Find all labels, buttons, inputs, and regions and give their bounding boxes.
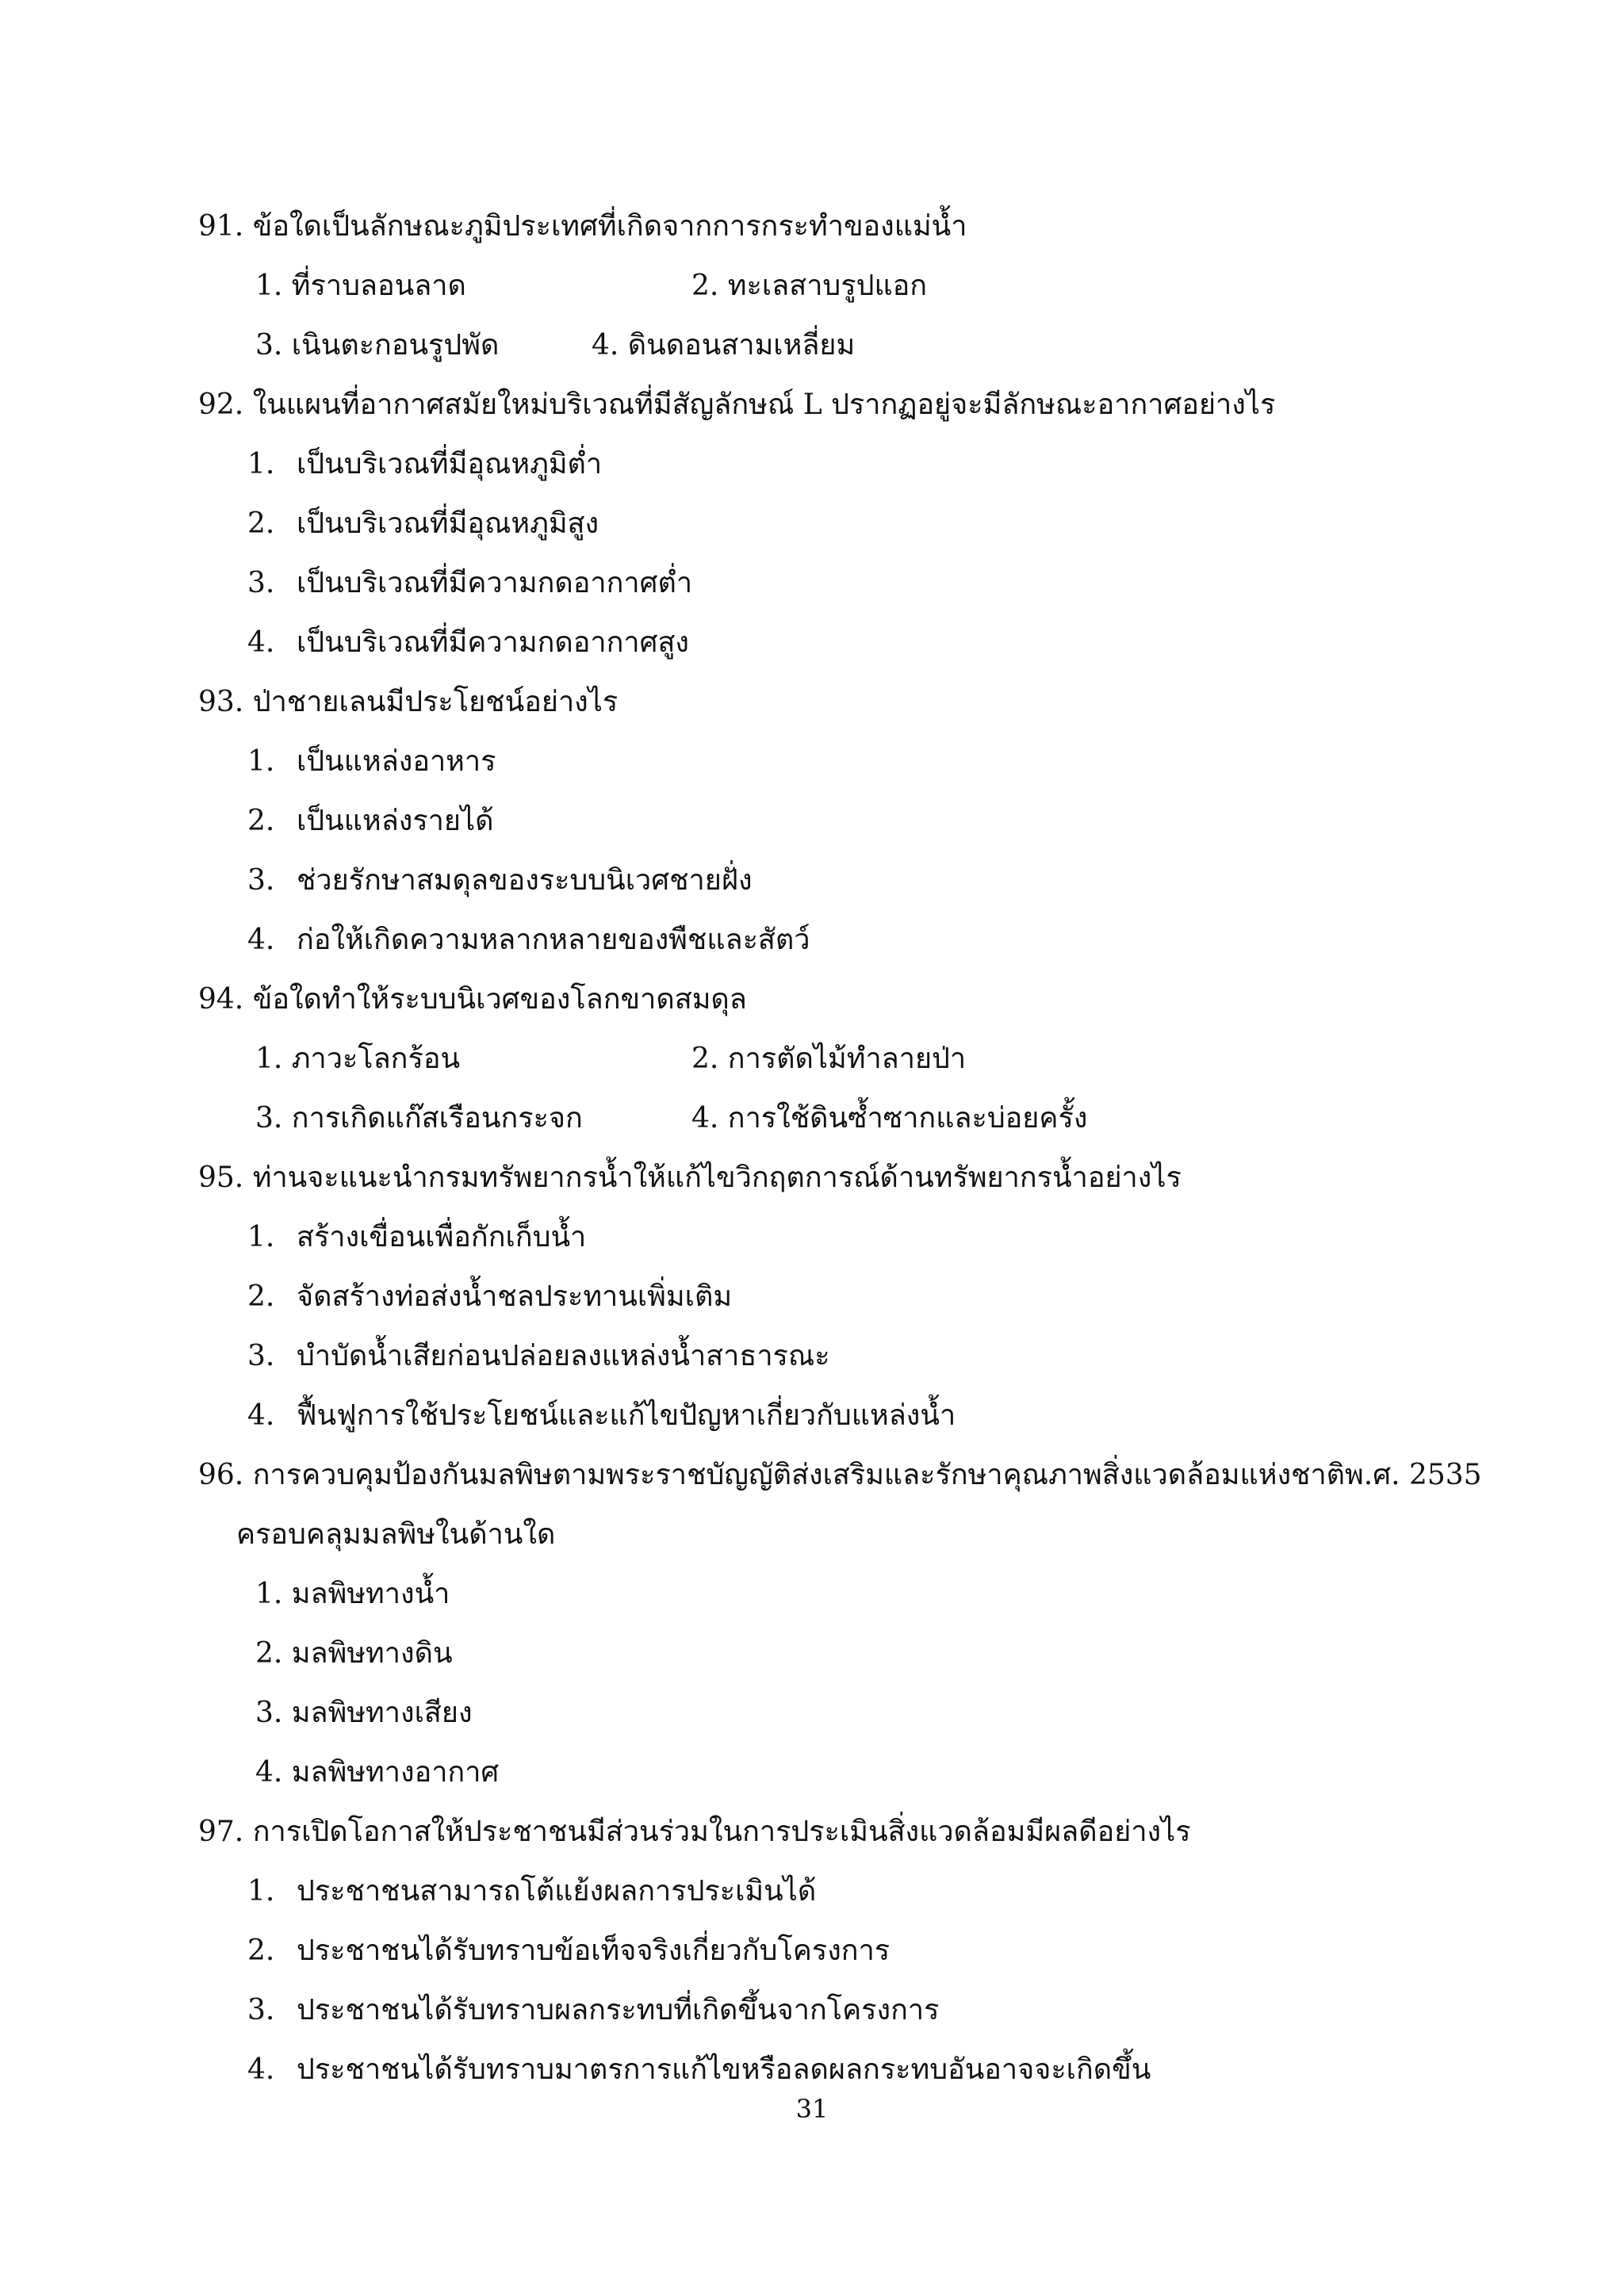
option-text: สร้างเขื่อนเพื่อกักเก็บน้ำ xyxy=(297,1221,587,1253)
question-95 xyxy=(198,1161,1182,1196)
option-number: 4. xyxy=(247,924,275,956)
question-96-continuation: ครอบคลุมมลพิษในด้านใด xyxy=(236,1518,556,1551)
option-text: เป็นบริเวณที่มีอุณหภูมิสูง xyxy=(297,507,599,540)
option-text: ประชาชนได้รับทราบข้อเท็จจริงเกี่ยวกับโครงการ xyxy=(297,1934,891,1967)
option-text: ประชาชนได้รับทราบผลกระทบที่เกิดขึ้นจากโครงการ xyxy=(297,1994,940,2026)
q94-option-4: 4. การใช้ดินซ้ำซากและบ่อยครั้ง xyxy=(691,1102,1088,1135)
option-number: 3. xyxy=(247,1340,275,1372)
option-number: 3. xyxy=(247,864,275,897)
option-text: เป็นแหล่งอาหาร xyxy=(297,745,496,778)
question-93 xyxy=(198,685,618,720)
option-text: เป็นแหล่งรายได้ xyxy=(297,805,494,837)
q97-option-2 xyxy=(247,1934,890,1969)
question-text: ท่านจะแนะนำกรมทรัพยากรน้ำให้แก้ไขวิกฤตการณ์ด้านทรัพยากรน้ำอย่างไร xyxy=(252,1161,1182,1194)
option-text: เป็นบริเวณที่มีอุณหภูมิต่ำ xyxy=(297,448,603,480)
q93-option-2 xyxy=(247,804,493,839)
question-text: ป่าชายเลนมีประโยชน์อย่างไร xyxy=(252,686,619,718)
q96-option-1: 1. มลพิษทางน้ำ xyxy=(255,1578,450,1610)
q92-option-1 xyxy=(247,447,602,482)
question-number: 97. xyxy=(198,1816,244,1848)
option-number: 4. xyxy=(247,626,275,659)
q91-option-3: 3. เนินตะกอนรูปพัด xyxy=(255,329,500,362)
question-91 xyxy=(198,209,967,244)
option-number: 2. xyxy=(247,507,275,540)
q92-option-2 xyxy=(247,507,599,541)
question-number: 92. xyxy=(198,388,244,421)
option-number: 1. xyxy=(247,745,275,778)
option-number: 1. xyxy=(247,1875,275,1908)
question-94 xyxy=(198,982,747,1017)
question-text: ข้อใดทำให้ระบบนิเวศของโลกขาดสมดุล xyxy=(252,983,747,1016)
option-number: 1. xyxy=(247,448,275,480)
option-number: 4. xyxy=(247,2053,275,2086)
option-number: 2. xyxy=(247,1280,275,1313)
q94-option-1: 1. ภาวะโลกร้อน xyxy=(255,1043,461,1075)
q95-option-2 xyxy=(247,1280,732,1314)
q92-option-4 xyxy=(247,626,689,660)
option-text: บำบัดน้ำเสียก่อนปล่อยลงแหล่งน้ำสาธารณะ xyxy=(297,1340,830,1372)
question-number: 93. xyxy=(198,686,244,718)
option-text: ฟื้นฟูการใช้ประโยชน์และแก้ไขปัญหาเกี่ยวกับแหล่งน้ำ xyxy=(297,1399,956,1432)
q94-option-2: 2. การตัดไม้ทำลายป่า xyxy=(691,1043,967,1075)
page-number: 31 xyxy=(795,2094,829,2124)
q97-option-1 xyxy=(247,1874,816,1909)
q95-option-4 xyxy=(247,1399,956,1433)
option-text: เป็นบริเวณที่มีความกดอากาศสูง xyxy=(297,626,689,659)
q93-option-4 xyxy=(247,923,810,958)
option-text: จัดสร้างท่อส่งน้ำชลประทานเพิ่มเติม xyxy=(297,1280,733,1313)
option-text: ประชาชนได้รับทราบมาตรการแก้ไขหรือลดผลกระทบอันอาจจะเกิดขึ้น xyxy=(297,2053,1151,2086)
q96-option-3: 3. มลพิษทางเสียง xyxy=(255,1697,473,1729)
q93-option-1 xyxy=(247,744,496,779)
q91-option-4: 4. ดินดอนสามเหลี่ยม xyxy=(592,329,856,362)
q95-option-3 xyxy=(247,1339,830,1374)
q97-option-4 xyxy=(247,2053,1151,2087)
question-96 xyxy=(198,1458,1482,1493)
q96-option-4: 4. มลพิษทางอากาศ xyxy=(255,1756,500,1789)
q92-option-3 xyxy=(247,566,692,601)
q93-option-3 xyxy=(247,863,753,898)
option-text: ก่อให้เกิดความหลากหลายของพืชและสัตว์ xyxy=(297,924,810,956)
option-number: 4. xyxy=(247,1399,275,1432)
question-text: การเปิดโอกาสให้ประชาชนมีส่วนร่วมในการประเมินสิ่งแวดล้อมมีผลดีอย่างไร xyxy=(252,1816,1191,1848)
option-number: 1. xyxy=(247,1221,275,1253)
question-number: 94. xyxy=(198,983,244,1016)
option-number: 3. xyxy=(247,1994,275,2026)
option-number: 2. xyxy=(247,1934,275,1967)
question-92 xyxy=(198,388,1275,423)
q91-option-2: 2. ทะเลสาบรูปแอก xyxy=(691,270,928,302)
question-text: ในแผนที่อากาศสมัยใหม่บริเวณที่มีสัญลักษณ์ L ปรากฏอยู่จะมีลักษณะอากาศอย่างไร xyxy=(252,388,1276,421)
question-text: ข้อใดเป็นลักษณะภูมิประเทศที่เกิดจากการกระทำของแม่น้ำ xyxy=(252,210,967,243)
q91-option-1: 1. ที่ราบลอนลาด xyxy=(255,270,466,302)
q97-option-3 xyxy=(247,1993,939,2028)
question-97 xyxy=(198,1815,1191,1850)
question-number: 95. xyxy=(198,1161,244,1194)
option-number: 3. xyxy=(247,567,275,599)
q96-option-2: 2. มลพิษทางดิน xyxy=(255,1637,453,1670)
question-text: การควบคุมป้องกันมลพิษตามพระราชบัญญัติส่งเสริมและรักษาคุณภาพสิ่งแวดล้อมแห่งชาติพ.ศ. 2535 xyxy=(252,1459,1482,1491)
q95-option-1 xyxy=(247,1220,586,1255)
question-number: 91. xyxy=(198,210,244,243)
option-text: ประชาชนสามารถโต้แย้งผลการประเมินได้ xyxy=(297,1875,817,1908)
option-number: 2. xyxy=(247,805,275,837)
option-text: เป็นบริเวณที่มีความกดอากาศต่ำ xyxy=(297,567,693,599)
question-number: 96. xyxy=(198,1459,244,1491)
option-text: ช่วยรักษาสมดุลของระบบนิเวศชายฝั่ง xyxy=(297,864,753,897)
q94-option-3: 3. การเกิดแก๊สเรือนกระจก xyxy=(255,1102,583,1135)
